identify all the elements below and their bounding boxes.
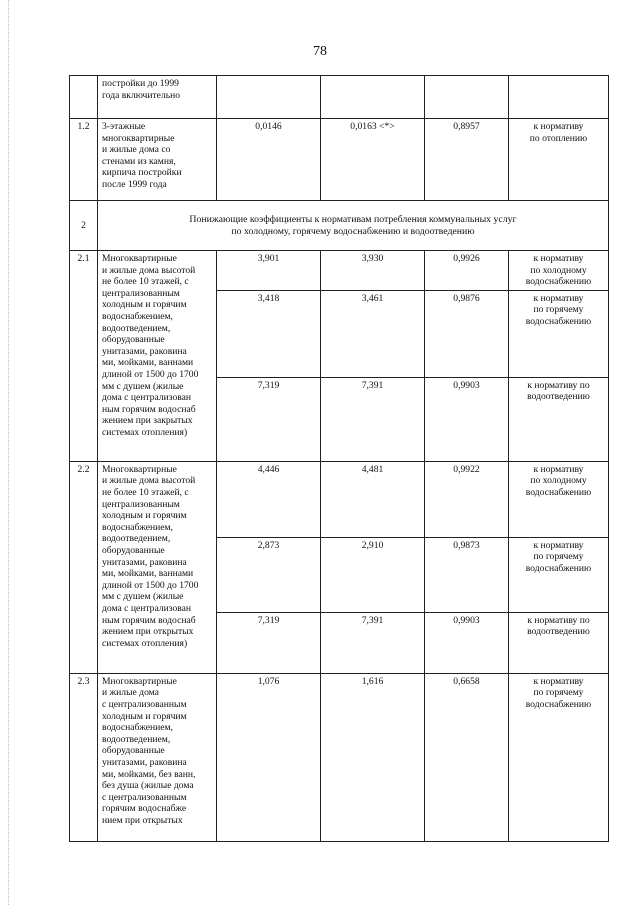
value-cell: 4,446 — [217, 461, 321, 537]
description-line: оборудованные — [102, 544, 165, 556]
unit-line: водоснабжению — [525, 486, 592, 498]
description-line: кирпича постройки — [102, 167, 182, 179]
description-line: унитазами, раковина — [102, 345, 187, 357]
unit-line: водоотведению — [527, 626, 590, 638]
unit-cell — [509, 612, 609, 673]
description-line: унитазами, раковина — [102, 756, 187, 768]
unit-line: водоснабжению — [525, 276, 592, 288]
unit-line: по холодному — [530, 475, 587, 487]
scan-edge-line — [8, 0, 10, 905]
description-line: горячим водоснабже — [102, 803, 187, 815]
page-number: 78 — [313, 44, 327, 59]
description-line: 3-этажные — [102, 121, 146, 132]
section-number: 2 — [70, 201, 98, 251]
description-line: с централизованным — [102, 791, 187, 803]
row-number: 2.2 — [70, 461, 98, 673]
row-description — [98, 673, 217, 841]
unit-line: к нормативу — [533, 463, 584, 475]
value-cell: 1,076 — [217, 673, 321, 841]
description-line: оборудованные — [102, 334, 165, 346]
description-line: водоотведением, — [102, 533, 171, 545]
value-cell: 0,6658 — [425, 673, 509, 841]
value-cell: 0,9876 — [425, 290, 509, 377]
value-cell: 2,910 — [321, 537, 425, 612]
section-title-line: по холодному, горячему водоснабжению и водоотведению — [231, 225, 475, 237]
unit-line: водоснабжению — [525, 698, 592, 710]
value-cell: 3,930 — [321, 251, 425, 291]
value-cell: 0,8957 — [425, 119, 509, 201]
unit-line: по горячему — [533, 304, 584, 316]
value-cell — [425, 76, 509, 119]
description-line: ным горячим водоснаб — [102, 403, 196, 415]
description-line: постройки до 1999 — [102, 78, 179, 89]
description-line: многоквартирные — [102, 132, 175, 144]
section-title — [98, 201, 609, 251]
description-line: не более 10 этажей, с — [102, 486, 189, 498]
description-line: ми, мойками, ваннами — [102, 357, 194, 369]
unit-line: к нормативу — [533, 675, 584, 687]
description-line: системах отопления) — [102, 637, 188, 649]
description-line: холодным и горячим — [102, 510, 187, 522]
section-title-line: Понижающие коэффициенты к нормативам потребления коммунальных услуг — [189, 213, 517, 225]
description-line: стенами из камня, — [102, 155, 176, 167]
unit-cell — [509, 119, 609, 201]
value-cell: 2,873 — [217, 537, 321, 612]
value-cell: 1,616 — [321, 673, 425, 841]
description-line: и жилые дома высотой — [102, 475, 196, 487]
unit-line: водоотведению — [527, 391, 590, 403]
table-row — [70, 461, 609, 537]
unit-cell — [509, 76, 609, 119]
unit-line: водоснабжению — [525, 562, 592, 574]
value-cell: 0,9903 — [425, 377, 509, 461]
unit-cell — [509, 251, 609, 291]
description-line: оборудованные — [102, 745, 165, 757]
value-cell: 0,0146 — [217, 119, 321, 201]
unit-line: водоснабжению — [525, 315, 592, 327]
description-line: водоснабжением, — [102, 521, 173, 533]
value-cell: 3,901 — [217, 251, 321, 291]
value-cell: 0,9903 — [425, 612, 509, 673]
unit-cell — [509, 377, 609, 461]
unit-line: по горячему — [533, 687, 584, 699]
description-line: водоснабжением, — [102, 310, 173, 322]
table-row — [70, 673, 609, 841]
description-line: дома с централизован — [102, 392, 192, 404]
section-header-row — [70, 201, 609, 251]
description-line: ми, мойками, без ванн, — [102, 768, 196, 780]
table-row — [70, 76, 609, 119]
description-line: жением при закрытых — [102, 415, 193, 427]
description-line: Многоквартирные — [102, 675, 177, 687]
value-cell: 0,9926 — [425, 251, 509, 291]
value-cell — [321, 76, 425, 119]
value-cell: 7,319 — [217, 612, 321, 673]
value-cell: 0,9922 — [425, 461, 509, 537]
unit-line: к нормативу — [533, 292, 584, 304]
unit-line: по горячему — [533, 551, 584, 563]
description-line: жением при открытых — [102, 626, 194, 638]
description-line: централизованным — [102, 498, 180, 510]
description-line: ным горячим водоснаб — [102, 614, 196, 626]
description-line: длиной от 1500 до 1700 — [102, 368, 199, 380]
description-line: длиной от 1500 до 1700 — [102, 579, 199, 591]
description-line: и жилые дома со — [102, 144, 171, 156]
unit-cell — [509, 290, 609, 377]
value-cell: 0,9873 — [425, 537, 509, 612]
description-line: мм с душем (жилые — [102, 591, 184, 603]
row-number: 2.3 — [70, 673, 98, 841]
unit-line: к нормативу по — [527, 379, 590, 391]
description-line: и жилые дома — [102, 687, 159, 699]
row-description — [98, 251, 217, 462]
value-cell: 7,391 — [321, 612, 425, 673]
description-line: централизованным — [102, 287, 180, 299]
description-line: мм с душем (жилые — [102, 380, 184, 392]
description-line: не более 10 этажей, с — [102, 276, 189, 288]
description-line: с централизованным — [102, 698, 187, 710]
description-line: водоотведением, — [102, 322, 171, 334]
table-row — [70, 251, 609, 291]
description-line: Многоквартирные — [102, 253, 177, 264]
description-line: года включительно — [102, 89, 181, 101]
description-line: унитазами, раковина — [102, 556, 187, 568]
description-line: после 1999 года — [102, 178, 167, 190]
value-cell: 7,391 — [321, 377, 425, 461]
row-number — [70, 76, 98, 119]
row-number: 1.2 — [70, 119, 98, 201]
value-cell: 0,0163 <*> — [321, 119, 425, 201]
table-row — [70, 119, 609, 201]
value-cell: 7,319 — [217, 377, 321, 461]
description-line: холодным и горячим — [102, 710, 187, 722]
description-line: дома с централизован — [102, 602, 192, 614]
row-description — [98, 461, 217, 673]
description-line: ми, мойками, ваннами — [102, 568, 194, 580]
description-line: без душа (жилые дома — [102, 780, 194, 792]
unit-line: к нормативу по — [527, 614, 590, 626]
coefficients-table — [69, 75, 609, 842]
row-description — [98, 119, 217, 201]
unit-line: по холодному — [530, 264, 587, 276]
value-cell — [217, 76, 321, 119]
value-cell: 3,461 — [321, 290, 425, 377]
unit-line: к нормативу — [533, 253, 584, 264]
description-line: водоотведением, — [102, 733, 171, 745]
row-number: 2.1 — [70, 251, 98, 462]
unit-line: к нормативу — [533, 539, 584, 551]
unit-cell — [509, 673, 609, 841]
description-line: системах отопления) — [102, 426, 188, 438]
description-line: Многоквартирные — [102, 463, 177, 475]
description-line: водоснабжением, — [102, 722, 173, 734]
description-line: и жилые дома высотой — [102, 264, 196, 276]
row-description — [98, 76, 217, 119]
value-cell: 4,481 — [321, 461, 425, 537]
unit-line: к нормативу — [533, 121, 584, 132]
unit-cell — [509, 461, 609, 537]
unit-line: по отоплению — [529, 132, 588, 144]
description-line: нием при открытых — [102, 814, 183, 826]
description-line: холодным и горячим — [102, 299, 187, 311]
value-cell: 3,418 — [217, 290, 321, 377]
unit-cell — [509, 537, 609, 612]
